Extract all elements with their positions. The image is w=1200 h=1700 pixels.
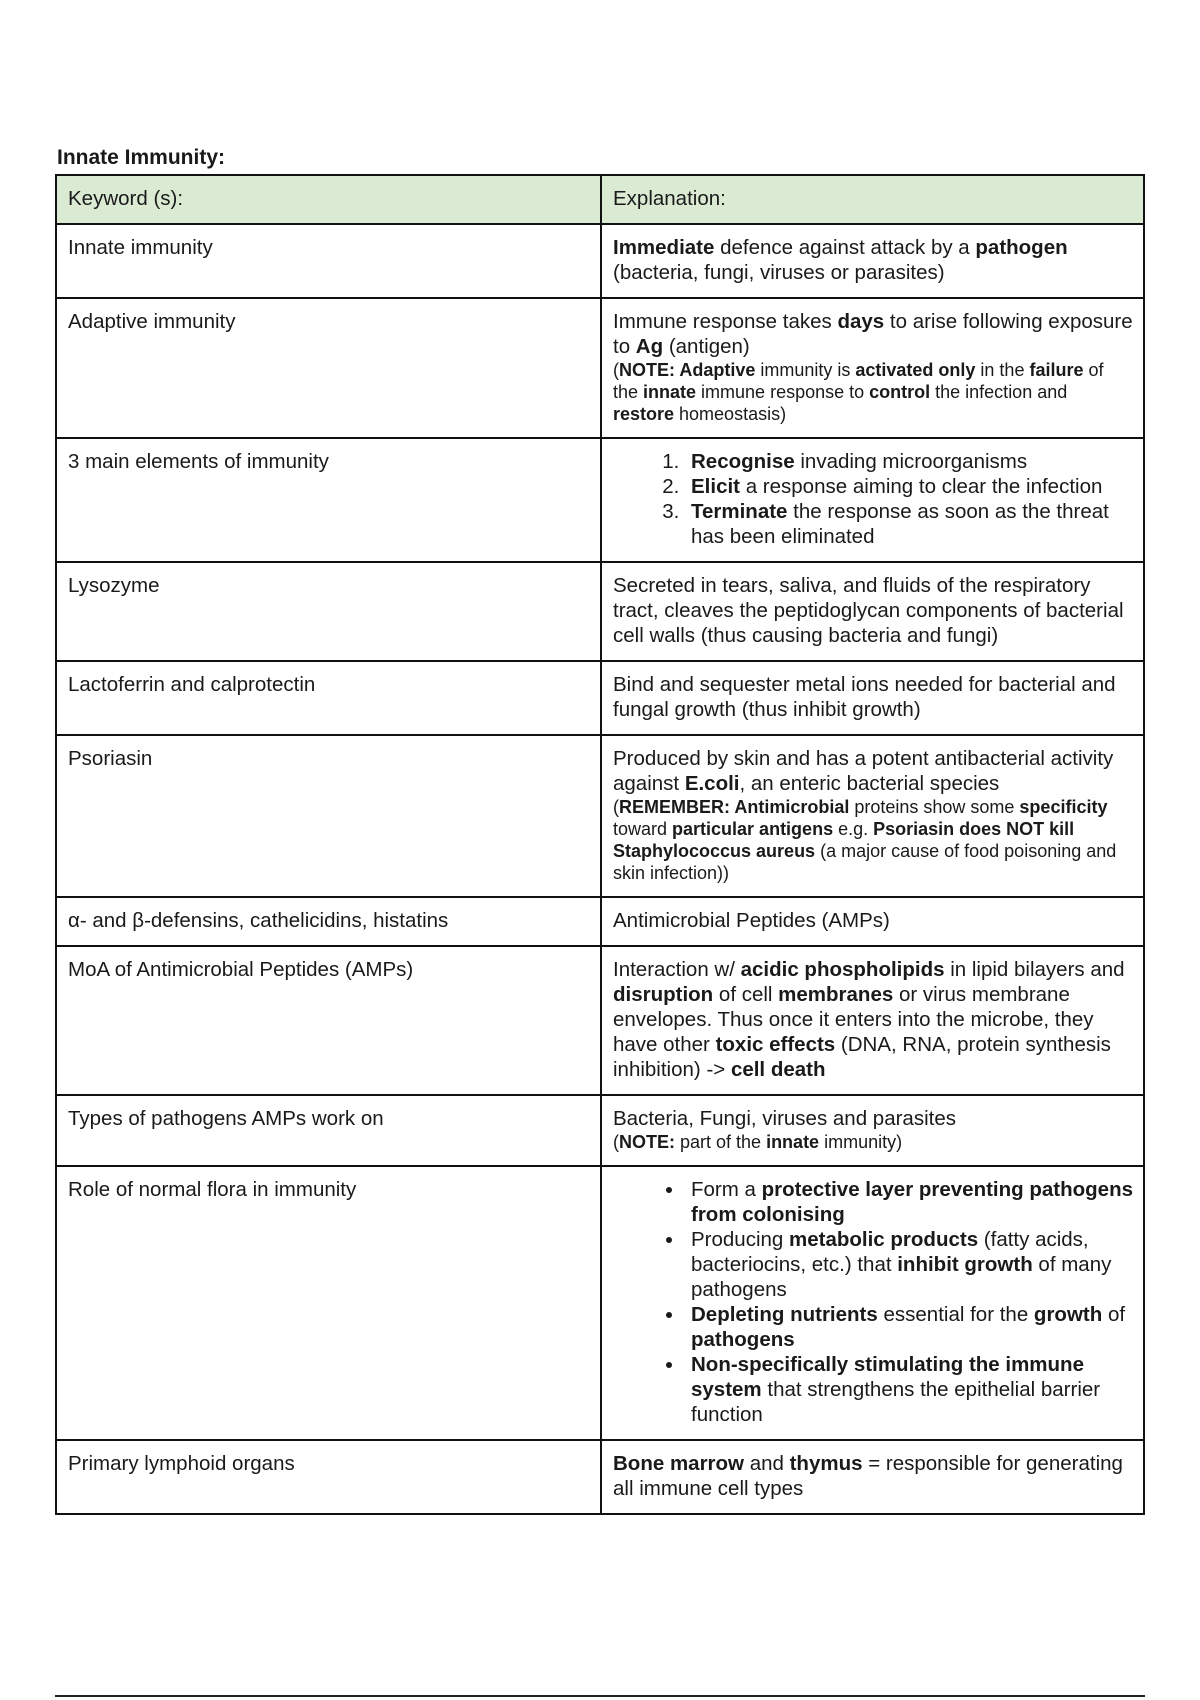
- bold-text: growth: [1033, 1303, 1103, 1326]
- bold-text: metabolic products: [789, 1228, 979, 1251]
- table-row: [56, 1440, 1144, 1514]
- bold-text: NOTE:: [619, 1132, 675, 1152]
- explanation-cell: [601, 1095, 1144, 1166]
- keyword-cell: Psoriasin: [56, 735, 601, 897]
- bold-text: restore: [613, 404, 675, 424]
- text-run: Secreted in tears, saliva, and fluids of the respiratory tract, cleaves the peptidoglycan components of bacterial cell walls (thus causing bacteria and fungi): [613, 574, 1124, 647]
- bullet-list: [613, 1177, 1133, 1427]
- keyword-cell: MoA of Antimicrobial Peptides (AMPs): [56, 946, 601, 1095]
- bold-text: activated only: [855, 360, 976, 380]
- bold-text: cell death: [730, 1058, 826, 1081]
- text-run: immune response to: [696, 382, 870, 402]
- table-row: [56, 946, 1144, 1095]
- explanation-text: [613, 1106, 1133, 1131]
- bold-text: Ag: [635, 335, 664, 358]
- text-run: , an enteric bacterial species: [739, 772, 1000, 795]
- explanation-cell: [601, 946, 1144, 1095]
- text-run: essential for the: [877, 1303, 1034, 1326]
- bold-text: innate: [766, 1132, 820, 1152]
- text-run: toward: [613, 819, 673, 839]
- table-row: [56, 224, 1144, 298]
- text-run: (a major cause of food poisoning and skin infection)): [613, 841, 1117, 883]
- page-title: Innate Immunity:: [57, 146, 226, 169]
- note-text: [613, 1131, 1133, 1153]
- text-run: Antimicrobial Peptides (AMPs): [613, 909, 890, 932]
- bold-text: Psoriasin does NOT kill Staphylococcus aureus: [613, 819, 1075, 861]
- table-row: [56, 562, 1144, 661]
- bold-text: acidic phospholipids: [740, 958, 945, 981]
- header-keyword: Keyword (s):: [56, 175, 601, 224]
- table-row: [56, 735, 1144, 897]
- text-run: Produced by skin and has a potent antibacterial activity against: [613, 747, 1114, 795]
- explanation-cell: [601, 661, 1144, 735]
- numbered-list: [613, 449, 1133, 549]
- text-run: of many pathogens: [691, 1253, 1112, 1301]
- table-row: [56, 661, 1144, 735]
- explanation-cell: [601, 1440, 1144, 1514]
- bold-text: membranes: [778, 983, 894, 1006]
- text-run: Immune response takes: [613, 310, 838, 333]
- text-run: the infection and: [930, 382, 1068, 402]
- explanation-text: [613, 309, 1133, 359]
- list-item: [685, 1177, 1133, 1227]
- text-run: Form a: [691, 1178, 762, 1201]
- text-run: Bind and sequester metal ions needed for bacterial and fungal growth (thus inhibit growth): [613, 673, 1116, 721]
- text-run: and: [744, 1452, 790, 1475]
- bold-text: E.coli: [684, 772, 740, 795]
- keyword-cell: Types of pathogens AMPs work on: [56, 1095, 601, 1166]
- keyword-cell: Lactoferrin and calprotectin: [56, 661, 601, 735]
- explanation-cell: [601, 298, 1144, 438]
- list-item: [685, 1302, 1133, 1352]
- keyword-cell: 3 main elements of immunity: [56, 438, 601, 562]
- table-row: [56, 298, 1144, 438]
- explanation-text: [613, 908, 1133, 933]
- keyword-cell: Lysozyme: [56, 562, 601, 661]
- text-run: the response as soon as the threat has been eliminated: [691, 500, 1109, 548]
- bold-text: Elicit: [691, 475, 740, 498]
- table-row: [56, 438, 1144, 562]
- bold-text: inhibit growth: [897, 1253, 1033, 1276]
- text-run: homeostasis): [674, 404, 787, 424]
- keyword-cell: Primary lymphoid organs: [56, 1440, 601, 1514]
- explanation-cell: [601, 735, 1144, 897]
- text-run: (: [613, 360, 619, 380]
- bold-text: toxic effects: [715, 1033, 836, 1056]
- bold-text: Bone marrow: [613, 1452, 744, 1475]
- list-item: [685, 474, 1133, 499]
- note-text: [613, 796, 1133, 884]
- text-run: (: [613, 1132, 619, 1152]
- text-run: (: [613, 797, 619, 817]
- text-run: part of the: [675, 1132, 767, 1152]
- bold-text: Recognise: [691, 450, 795, 473]
- explanation-text: [613, 573, 1133, 648]
- text-run: = responsible for generating all immune cell types: [613, 1452, 1123, 1500]
- keyword-cell: Innate immunity: [56, 224, 601, 298]
- explanation-text: [613, 1451, 1133, 1501]
- list-item: [685, 1227, 1133, 1302]
- list-item: [685, 499, 1133, 549]
- explanation-cell: [601, 562, 1144, 661]
- explanation-cell: [601, 438, 1144, 562]
- bold-text: Terminate: [691, 500, 788, 523]
- bold-text: failure: [1029, 360, 1084, 380]
- bold-text: Depleting nutrients: [691, 1303, 878, 1326]
- text-run: of cell: [713, 983, 779, 1006]
- explanation-text: [613, 746, 1133, 796]
- text-run: Producing: [691, 1228, 790, 1251]
- bold-text: pathogens: [691, 1328, 795, 1351]
- note-text: [613, 359, 1133, 425]
- bold-text: innate: [643, 382, 697, 402]
- header-explanation: Explanation:: [601, 175, 1144, 224]
- bold-text: protective layer preventing pathogens from colonising: [691, 1178, 1133, 1226]
- bold-text: Non-specifically stimulating the immune system: [691, 1353, 1084, 1401]
- bold-text: specificity: [1019, 797, 1108, 817]
- text-run: in the: [975, 360, 1030, 380]
- explanation-text: [613, 957, 1133, 1082]
- table-header-row: [56, 175, 1144, 224]
- text-run: defence against attack by a: [714, 236, 976, 259]
- keyword-cell: Adaptive immunity: [56, 298, 601, 438]
- bold-text: NOTE: Adaptive: [619, 360, 756, 380]
- table-row: [56, 1095, 1144, 1166]
- explanation-cell: [601, 897, 1144, 946]
- bold-text: days: [837, 310, 885, 333]
- table-row: [56, 897, 1144, 946]
- text-run: (fatty acids, bacteriocins, etc.) that: [691, 1228, 1089, 1276]
- bottom-divider: [55, 1695, 1145, 1697]
- text-run: (bacteria, fungi, viruses or parasites): [613, 261, 945, 284]
- explanation-text: [613, 672, 1133, 722]
- text-run: invading microorganisms: [794, 450, 1028, 473]
- text-run: e.g.: [833, 819, 874, 839]
- bold-text: disruption: [613, 983, 714, 1006]
- bold-text: thymus: [789, 1452, 863, 1475]
- text-run: immunity): [819, 1132, 903, 1152]
- text-run: Interaction w/: [613, 958, 741, 981]
- explanation-cell: [601, 224, 1144, 298]
- text-run: (DNA, RNA, protein synthesis inhibition) ->: [613, 1033, 1111, 1081]
- text-run: or virus membrane envelopes. Thus once it enters into the microbe, they have other: [613, 983, 1094, 1056]
- keyword-cell: Role of normal flora in immunity: [56, 1166, 601, 1440]
- text-run: Bacteria, Fungi, viruses and parasites: [613, 1107, 956, 1130]
- text-run: of: [1102, 1303, 1126, 1326]
- text-run: immunity is: [755, 360, 856, 380]
- bold-text: Immediate: [613, 236, 715, 259]
- list-item: [685, 449, 1133, 474]
- text-run: proteins show some: [849, 797, 1020, 817]
- bold-text: pathogen: [975, 236, 1068, 259]
- list-item: [685, 1352, 1133, 1427]
- explanation-cell: [601, 1166, 1144, 1440]
- keyword-table: [55, 174, 1145, 1515]
- text-run: a response aiming to clear the infection: [740, 475, 1103, 498]
- text-run: of the: [613, 360, 1104, 402]
- text-run: that strengthens the epithelial barrier function: [691, 1378, 1101, 1426]
- text-run: in lipid bilayers and: [944, 958, 1125, 981]
- text-run: (antigen): [663, 335, 750, 358]
- bold-text: particular antigens: [672, 819, 834, 839]
- bold-text: control: [869, 382, 931, 402]
- table-row: [56, 1166, 1144, 1440]
- text-run: to arise following exposure to: [613, 310, 1133, 358]
- explanation-text: [613, 235, 1133, 285]
- keyword-cell: α- and β-defensins, cathelicidins, histatins: [56, 897, 601, 946]
- bold-text: REMEMBER: Antimicrobial: [619, 797, 850, 817]
